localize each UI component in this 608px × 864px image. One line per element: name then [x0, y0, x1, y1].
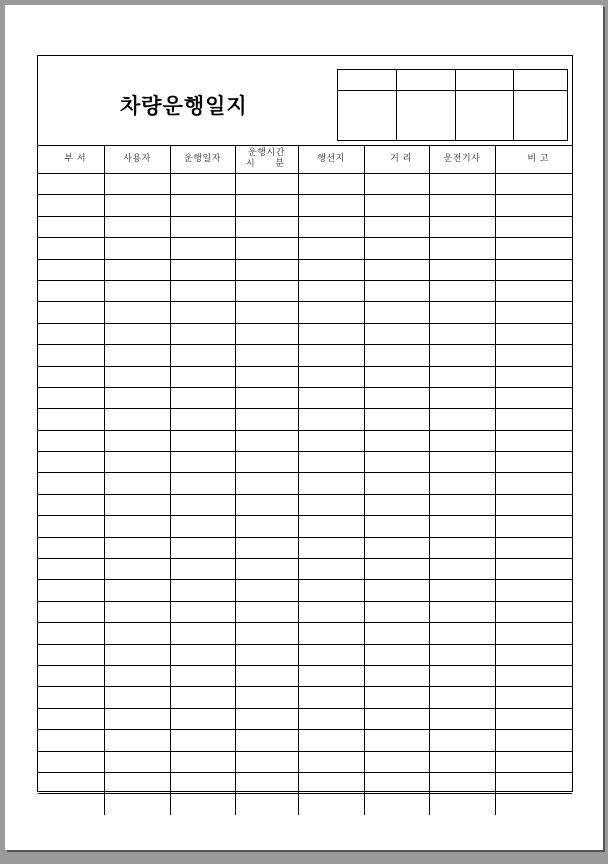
table-cell[interactable] — [38, 216, 104, 237]
table-row — [38, 794, 572, 815]
table-cell[interactable] — [170, 195, 235, 216]
table-row — [38, 302, 572, 323]
table-cell[interactable] — [235, 730, 298, 751]
table-cell[interactable] — [429, 665, 495, 686]
table-cell[interactable] — [170, 601, 235, 622]
table-cell[interactable] — [235, 452, 298, 473]
table-cell[interactable] — [495, 665, 572, 686]
table-cell[interactable] — [364, 387, 429, 408]
table-cell[interactable] — [38, 687, 104, 708]
table-cell[interactable] — [364, 430, 429, 451]
table-cell[interactable] — [170, 772, 235, 793]
table-cell[interactable] — [104, 644, 170, 665]
table-cell[interactable] — [38, 644, 104, 665]
table-cell[interactable] — [364, 280, 429, 301]
table-cell[interactable] — [38, 452, 104, 473]
table-cell[interactable] — [429, 302, 495, 323]
table-cell[interactable] — [429, 452, 495, 473]
table-cell[interactable] — [429, 516, 495, 537]
table-cell[interactable] — [429, 601, 495, 622]
table-cell[interactable] — [495, 430, 572, 451]
table-cell[interactable] — [104, 687, 170, 708]
table-cell[interactable] — [298, 280, 364, 301]
table-cell[interactable] — [38, 302, 104, 323]
table-row — [38, 494, 572, 515]
table-cell[interactable] — [38, 708, 104, 729]
table-cell[interactable] — [298, 345, 364, 366]
table-cell[interactable] — [38, 794, 104, 815]
table-cell[interactable] — [298, 238, 364, 259]
table-row — [38, 601, 572, 622]
table-cell[interactable] — [235, 259, 298, 280]
table-cell[interactable] — [170, 494, 235, 515]
table-cell[interactable] — [38, 473, 104, 494]
table-cell[interactable] — [235, 794, 298, 815]
table-cell[interactable] — [38, 323, 104, 344]
table-cell[interactable] — [104, 751, 170, 772]
table-cell[interactable] — [364, 366, 429, 387]
approval-header-cell[interactable] — [338, 70, 397, 91]
table-row — [38, 452, 572, 473]
table-cell[interactable] — [104, 323, 170, 344]
table-cell[interactable] — [104, 280, 170, 301]
table-cell[interactable] — [104, 409, 170, 430]
table-cell[interactable] — [364, 601, 429, 622]
table-cell[interactable] — [104, 708, 170, 729]
table-cell[interactable] — [170, 751, 235, 772]
table-cell[interactable] — [235, 280, 298, 301]
table-cell[interactable] — [298, 366, 364, 387]
table-cell[interactable] — [170, 559, 235, 580]
approval-header-cell[interactable] — [397, 70, 456, 91]
table-cell[interactable] — [170, 644, 235, 665]
table-row — [38, 387, 572, 408]
table-cell[interactable] — [429, 751, 495, 772]
table-cell[interactable] — [495, 772, 572, 793]
table-cell[interactable] — [495, 601, 572, 622]
table-cell[interactable] — [495, 473, 572, 494]
table-cell[interactable] — [104, 516, 170, 537]
table-cell[interactable] — [38, 601, 104, 622]
table-cell[interactable] — [170, 216, 235, 237]
table-row — [38, 345, 572, 366]
table-cell[interactable] — [38, 345, 104, 366]
table-cell[interactable] — [429, 537, 495, 558]
table-cell[interactable] — [104, 559, 170, 580]
table-row — [38, 687, 572, 708]
column-header-distance: 거 리 — [364, 145, 429, 174]
table-cell[interactable] — [364, 238, 429, 259]
table-cell[interactable] — [104, 174, 170, 195]
table-cell[interactable] — [298, 665, 364, 686]
table-cell[interactable] — [235, 387, 298, 408]
table-cell[interactable] — [170, 794, 235, 815]
form-title: 차량운행일지 — [120, 94, 248, 118]
column-header-time-line2: 시 분 — [246, 159, 287, 169]
table-cell[interactable] — [104, 195, 170, 216]
table-cell[interactable] — [429, 580, 495, 601]
table-cell[interactable] — [298, 387, 364, 408]
table-cell[interactable] — [429, 494, 495, 515]
table-cell[interactable] — [38, 174, 104, 195]
table-cell[interactable] — [38, 259, 104, 280]
approval-sign-cell[interactable] — [514, 91, 568, 141]
table-cell[interactable] — [38, 387, 104, 408]
table-cell[interactable] — [38, 366, 104, 387]
table-cell[interactable] — [298, 794, 364, 815]
table-cell[interactable] — [364, 174, 429, 195]
table-cell[interactable] — [364, 195, 429, 216]
table-cell[interactable] — [235, 494, 298, 515]
table-cell[interactable] — [170, 323, 235, 344]
table-cell[interactable] — [429, 687, 495, 708]
table-cell[interactable] — [104, 537, 170, 558]
table-cell[interactable] — [235, 516, 298, 537]
table-cell[interactable] — [104, 345, 170, 366]
table-cell[interactable] — [298, 409, 364, 430]
table-cell[interactable] — [235, 366, 298, 387]
table-cell[interactable] — [235, 772, 298, 793]
table-cell[interactable] — [429, 794, 495, 815]
table-cell[interactable] — [235, 559, 298, 580]
table-cell[interactable] — [38, 494, 104, 515]
table-cell[interactable] — [364, 644, 429, 665]
table-cell[interactable] — [235, 430, 298, 451]
table-cell[interactable] — [495, 366, 572, 387]
table-cell[interactable] — [298, 302, 364, 323]
table-cell[interactable] — [38, 623, 104, 644]
approval-sign-cell[interactable] — [397, 91, 456, 141]
table-cell[interactable] — [235, 409, 298, 430]
table-cell[interactable] — [429, 559, 495, 580]
table-cell[interactable] — [495, 708, 572, 729]
table-cell[interactable] — [170, 302, 235, 323]
table-cell[interactable] — [429, 195, 495, 216]
table-cell[interactable] — [104, 238, 170, 259]
table-row — [38, 323, 572, 344]
table-cell[interactable] — [235, 302, 298, 323]
table-cell[interactable] — [298, 772, 364, 793]
table-cell[interactable] — [429, 730, 495, 751]
table-cell[interactable] — [298, 580, 364, 601]
table-row — [38, 559, 572, 580]
table-cell[interactable] — [495, 238, 572, 259]
table-row — [38, 623, 572, 644]
table-cell[interactable] — [38, 559, 104, 580]
table-cell[interactable] — [38, 751, 104, 772]
table-cell[interactable] — [235, 473, 298, 494]
table-cell[interactable] — [495, 494, 572, 515]
table-cell[interactable] — [429, 708, 495, 729]
table-cell[interactable] — [298, 751, 364, 772]
table-cell[interactable] — [429, 323, 495, 344]
table-cell[interactable] — [170, 345, 235, 366]
table-cell[interactable] — [38, 730, 104, 751]
table-cell[interactable] — [429, 238, 495, 259]
table-cell[interactable] — [298, 195, 364, 216]
table-cell[interactable] — [429, 473, 495, 494]
column-header-remarks: 비 고 — [495, 145, 572, 174]
table-cell[interactable] — [104, 772, 170, 793]
table-cell[interactable] — [170, 687, 235, 708]
table-cell[interactable] — [38, 409, 104, 430]
table-cell[interactable] — [364, 452, 429, 473]
column-header-destination: 행선지 — [298, 145, 364, 174]
table-cell[interactable] — [364, 665, 429, 686]
table-cell[interactable] — [298, 708, 364, 729]
table-cell[interactable] — [495, 323, 572, 344]
table-cell[interactable] — [364, 751, 429, 772]
table-cell[interactable] — [364, 494, 429, 515]
table-row — [38, 473, 572, 494]
table-cell[interactable] — [170, 665, 235, 686]
table-cell[interactable] — [298, 559, 364, 580]
table-cell[interactable] — [170, 238, 235, 259]
table-cell[interactable] — [170, 430, 235, 451]
table-cell[interactable] — [364, 537, 429, 558]
table-cell[interactable] — [364, 772, 429, 793]
table-cell[interactable] — [170, 623, 235, 644]
table-cell[interactable] — [495, 751, 572, 772]
table-cell[interactable] — [429, 366, 495, 387]
table-cell[interactable] — [364, 323, 429, 344]
table-cell[interactable] — [495, 623, 572, 644]
table-cell[interactable] — [429, 280, 495, 301]
table-cell[interactable] — [38, 537, 104, 558]
approval-sign-cell[interactable] — [456, 91, 514, 141]
document-page — [5, 5, 603, 850]
log-table — [38, 145, 572, 815]
approval-box — [337, 69, 568, 141]
table-cell[interactable] — [495, 580, 572, 601]
table-cell[interactable] — [298, 174, 364, 195]
log-body — [38, 174, 572, 815]
table-cell[interactable] — [298, 687, 364, 708]
table-cell[interactable] — [495, 644, 572, 665]
table-cell[interactable] — [104, 430, 170, 451]
table-cell[interactable] — [170, 280, 235, 301]
table-cell[interactable] — [298, 216, 364, 237]
table-cell[interactable] — [429, 644, 495, 665]
table-row — [38, 174, 572, 195]
table-cell[interactable] — [298, 516, 364, 537]
approval-sign-cell[interactable] — [338, 91, 397, 141]
table-cell[interactable] — [364, 623, 429, 644]
table-row — [38, 751, 572, 772]
table-cell[interactable] — [104, 494, 170, 515]
table-cell[interactable] — [298, 430, 364, 451]
table-cell[interactable] — [104, 601, 170, 622]
table-cell[interactable] — [170, 516, 235, 537]
table-cell[interactable] — [364, 473, 429, 494]
column-header-time-line1: 운행시간 — [248, 148, 285, 158]
table-cell[interactable] — [495, 195, 572, 216]
table-cell[interactable] — [298, 259, 364, 280]
table-cell[interactable] — [298, 623, 364, 644]
table-cell[interactable] — [38, 280, 104, 301]
table-cell[interactable] — [429, 174, 495, 195]
table-cell[interactable] — [364, 559, 429, 580]
table-cell[interactable] — [429, 387, 495, 408]
column-header-department: 부 서 — [38, 145, 104, 174]
table-cell[interactable] — [298, 494, 364, 515]
table-cell[interactable] — [495, 259, 572, 280]
table-cell[interactable] — [170, 537, 235, 558]
table-cell[interactable] — [104, 665, 170, 686]
table-cell[interactable] — [298, 452, 364, 473]
table-cell[interactable] — [38, 516, 104, 537]
table-cell[interactable] — [495, 559, 572, 580]
table-cell[interactable] — [235, 580, 298, 601]
table-cell[interactable] — [38, 430, 104, 451]
table-cell[interactable] — [235, 623, 298, 644]
table-cell[interactable] — [429, 430, 495, 451]
table-cell[interactable] — [495, 794, 572, 815]
table-cell[interactable] — [104, 730, 170, 751]
table-cell[interactable] — [170, 452, 235, 473]
table-cell[interactable] — [104, 216, 170, 237]
title-area — [38, 56, 572, 146]
table-cell[interactable] — [364, 302, 429, 323]
table-row — [38, 409, 572, 430]
table-cell[interactable] — [235, 687, 298, 708]
table-cell[interactable] — [364, 516, 429, 537]
table-cell[interactable] — [495, 516, 572, 537]
table-cell[interactable] — [364, 730, 429, 751]
table-cell[interactable] — [429, 345, 495, 366]
table-row — [38, 772, 572, 793]
table-cell[interactable] — [495, 452, 572, 473]
table-cell[interactable] — [104, 452, 170, 473]
table-cell[interactable] — [235, 708, 298, 729]
table-cell[interactable] — [298, 537, 364, 558]
table-cell[interactable] — [298, 473, 364, 494]
table-cell[interactable] — [170, 174, 235, 195]
table-cell[interactable] — [235, 323, 298, 344]
table-row — [38, 430, 572, 451]
table-cell[interactable] — [364, 409, 429, 430]
table-cell[interactable] — [235, 644, 298, 665]
table-cell[interactable] — [235, 174, 298, 195]
table-cell[interactable] — [235, 238, 298, 259]
table-cell[interactable] — [170, 730, 235, 751]
table-cell[interactable] — [298, 601, 364, 622]
table-cell[interactable] — [364, 216, 429, 237]
table-cell[interactable] — [495, 687, 572, 708]
table-cell[interactable] — [38, 580, 104, 601]
column-header-user: 사용자 — [104, 145, 170, 174]
table-cell[interactable] — [364, 708, 429, 729]
table-cell[interactable] — [429, 216, 495, 237]
table-cell[interactable] — [235, 665, 298, 686]
table-cell[interactable] — [235, 216, 298, 237]
table-cell[interactable] — [38, 665, 104, 686]
table-cell[interactable] — [495, 409, 572, 430]
column-header-time — [235, 145, 298, 174]
table-row — [38, 259, 572, 280]
table-cell[interactable] — [235, 345, 298, 366]
table-row — [38, 644, 572, 665]
table-cell[interactable] — [104, 387, 170, 408]
table-row — [38, 665, 572, 686]
vehicle-log-form — [37, 55, 573, 792]
table-cell[interactable] — [298, 644, 364, 665]
table-row — [38, 516, 572, 537]
table-row — [38, 195, 572, 216]
table-cell[interactable] — [364, 259, 429, 280]
table-cell[interactable] — [364, 345, 429, 366]
table-row — [38, 366, 572, 387]
table-cell[interactable] — [104, 302, 170, 323]
table-cell[interactable] — [38, 195, 104, 216]
table-cell[interactable] — [495, 280, 572, 301]
table-cell[interactable] — [495, 387, 572, 408]
table-row — [38, 730, 572, 751]
table-cell[interactable] — [298, 323, 364, 344]
table-cell[interactable] — [495, 216, 572, 237]
table-cell[interactable] — [429, 772, 495, 793]
table-cell[interactable] — [364, 687, 429, 708]
table-cell[interactable] — [495, 174, 572, 195]
table-cell[interactable] — [495, 537, 572, 558]
table-row — [38, 216, 572, 237]
table-cell[interactable] — [495, 345, 572, 366]
table-cell[interactable] — [429, 259, 495, 280]
table-cell[interactable] — [429, 409, 495, 430]
table-cell[interactable] — [235, 195, 298, 216]
table-cell[interactable] — [170, 580, 235, 601]
column-header-driver: 운전기사 — [429, 145, 495, 174]
table-cell[interactable] — [364, 794, 429, 815]
table-cell[interactable] — [364, 580, 429, 601]
table-cell[interactable] — [495, 302, 572, 323]
table-cell[interactable] — [104, 259, 170, 280]
table-row — [38, 280, 572, 301]
table-cell[interactable] — [170, 366, 235, 387]
table-cell[interactable] — [104, 623, 170, 644]
table-row — [38, 537, 572, 558]
table-cell[interactable] — [495, 730, 572, 751]
table-cell[interactable] — [170, 409, 235, 430]
table-cell[interactable] — [170, 473, 235, 494]
table-cell[interactable] — [235, 537, 298, 558]
table-cell[interactable] — [38, 238, 104, 259]
table-cell[interactable] — [104, 580, 170, 601]
table-cell[interactable] — [170, 387, 235, 408]
table-cell[interactable] — [38, 772, 104, 793]
table-cell[interactable] — [298, 730, 364, 751]
table-row — [38, 708, 572, 729]
column-header-date: 운행일자 — [170, 145, 235, 174]
table-cell[interactable] — [429, 623, 495, 644]
table-cell[interactable] — [170, 259, 235, 280]
table-cell[interactable] — [104, 366, 170, 387]
table-row — [38, 580, 572, 601]
table-cell[interactable] — [235, 751, 298, 772]
table-row — [38, 238, 572, 259]
table-cell[interactable] — [235, 601, 298, 622]
table-cell[interactable] — [104, 473, 170, 494]
approval-header-cell[interactable] — [514, 70, 568, 91]
approval-header-cell[interactable] — [456, 70, 514, 91]
table-cell[interactable] — [170, 708, 235, 729]
header-row — [38, 145, 572, 174]
table-cell[interactable] — [104, 794, 170, 815]
